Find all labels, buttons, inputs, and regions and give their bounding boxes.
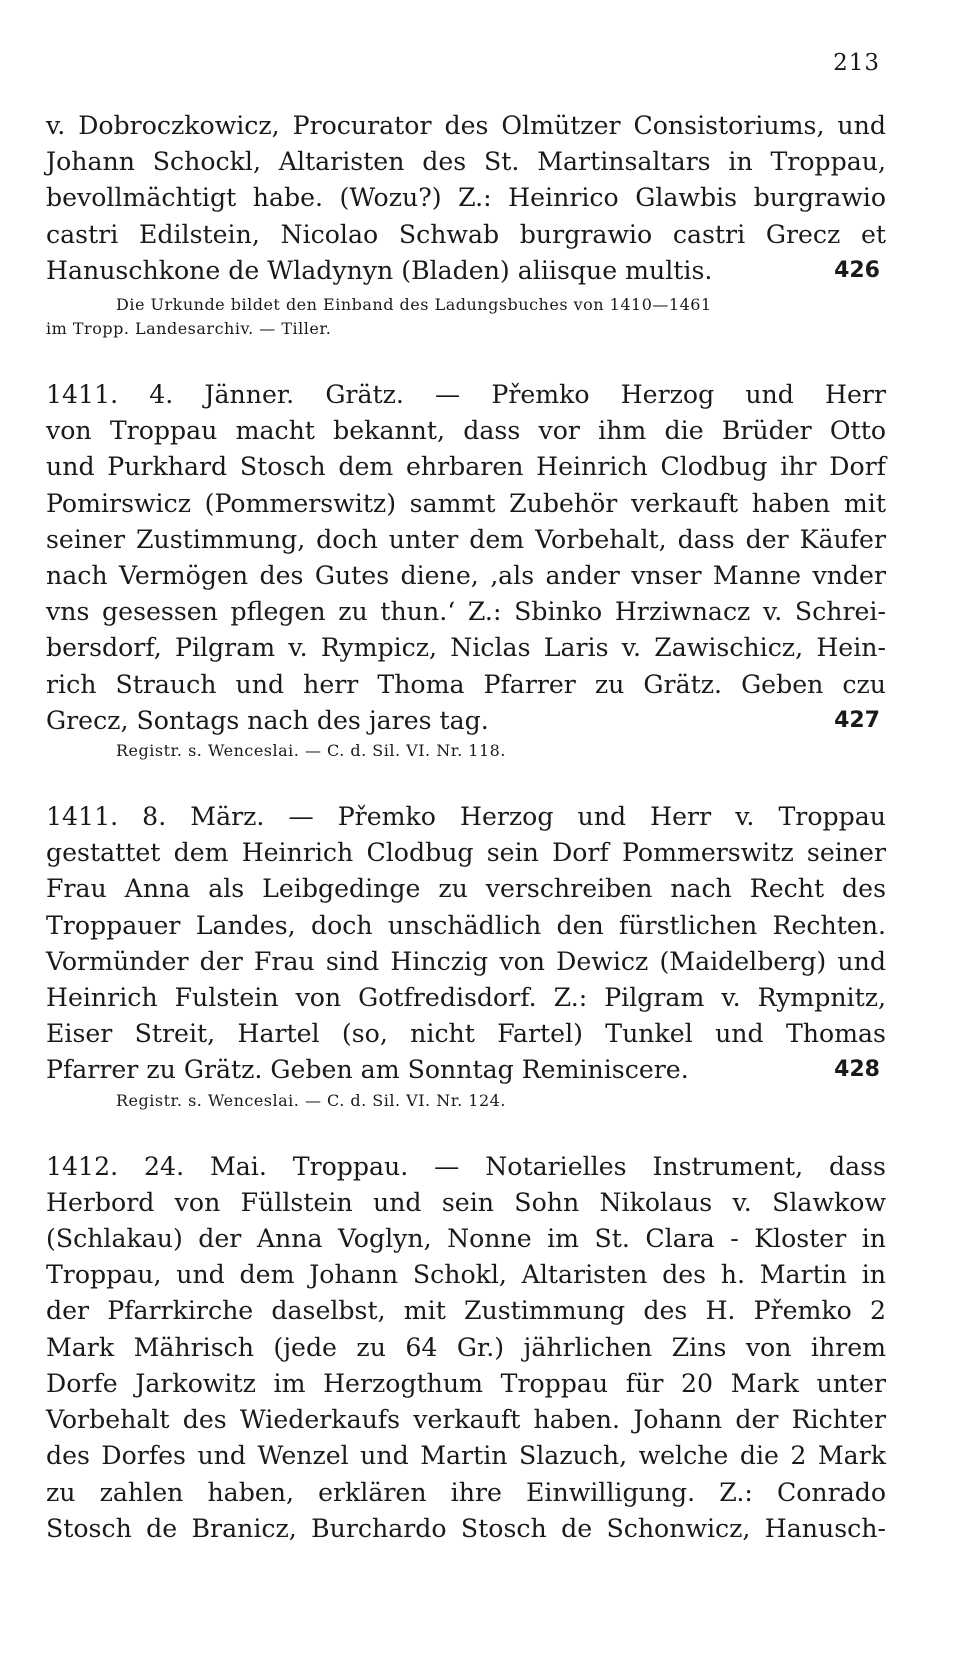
- text-line: zu zahlen haben, erklären ihre Einwilligung. Z.: Conrado: [46, 1477, 886, 1507]
- entry-number: 427: [834, 707, 880, 733]
- text-line: gestattet dem Heinrich Clodbug sein Dorf Pommerswitz seiner: [46, 838, 886, 868]
- text-line-final-text: Grecz, Sontags nach des jares tag.: [46, 705, 489, 735]
- text-line-final-text: Pfarrer zu Grätz. Geben am Sonntag Reminiscere.: [46, 1055, 689, 1085]
- text-line-final: [46, 1052, 886, 1088]
- text-line: vns gesessen pflegen zu thun.‘ Z.: Sbinko Hrziwnacz v. Schrei-: [46, 597, 886, 627]
- document-entry-426: [46, 108, 886, 289]
- text-line-final: [46, 703, 886, 739]
- text-line: Pomirswicz (Pommerswitz) sammt Zubehör verkauft haben mit: [46, 488, 886, 518]
- text-line: Heinrich Fulstein von Gotfredisdorf. Z.: Pilgram v. Rympnitz,: [46, 983, 886, 1013]
- text-line: (Schlakau) der Anna Voglyn, Nonne im St. Clara - Kloster in: [46, 1224, 886, 1254]
- text-line-final-text: Hanuschkone de Wladynyn (Bladen) aliisque multis.: [46, 255, 713, 285]
- text-line: bevollmächtigt habe. (Wozu?) Z.: Heinrico Glawbis burgrawio: [46, 183, 886, 213]
- page-content: [46, 108, 886, 1547]
- note-line: Registr. s. Wenceslai. — C. d. Sil. VI. Nr. 124.: [116, 1090, 506, 1110]
- text-line-final: [46, 253, 886, 289]
- note-line: im Tropp. Landesarchiv. — Tiller.: [46, 319, 332, 339]
- entry-number: 426: [834, 257, 880, 283]
- text-line: Troppau, und dem Johann Schokl, Altaristen des h. Martin in: [46, 1260, 886, 1290]
- document-entry-427: [46, 377, 886, 739]
- entry-number: 428: [834, 1057, 880, 1083]
- text-line: bersdorf, Pilgram v. Rympicz, Niclas Laris v. Zawischicz, Hein-: [46, 633, 886, 663]
- document-entry-428: [46, 799, 886, 1089]
- text-line: Dorfe Jarkowitz im Herzogthum Troppau für 20 Mark unter: [46, 1368, 886, 1398]
- text-line: nach Vermögen des Gutes diene, ‚als ander vnser Manne vnder: [46, 561, 886, 591]
- text-line: Eiser Streit, Hartel (so, nicht Fartel) Tunkel und Thomas: [46, 1019, 886, 1049]
- text-line: Stosch de Branicz, Burchardo Stosch de Schonwicz, Hanusch-: [46, 1513, 886, 1543]
- text-line: Vorbehalt des Wiederkaufs verkauft haben. Johann der Richter: [46, 1405, 886, 1435]
- text-line: Vormünder der Frau sind Hinczig von Dewicz (Maidelberg) und: [46, 946, 886, 976]
- text-line: der Pfarrkirche daselbst, mit Zustimmung des H. Přemko 2: [46, 1296, 886, 1326]
- text-line: Troppauer Landes, doch unschädlich den fürstlichen Rechten.: [46, 910, 886, 940]
- source-note: [46, 293, 886, 341]
- text-line: von Troppau macht bekannt, dass vor ihm die Brüder Otto: [46, 416, 886, 446]
- page-number: 213: [833, 50, 880, 76]
- spacer: [46, 341, 886, 377]
- source-note: [46, 1089, 886, 1113]
- note-line: Die Urkunde bildet den Einband des Ladungsbuches von 1410—1461: [116, 295, 712, 315]
- text-line: des Dorfes und Wenzel und Martin Slazuch, welche die 2 Mark: [46, 1441, 886, 1471]
- text-line: Frau Anna als Leibgedinge zu verschreiben nach Recht des: [46, 874, 886, 904]
- text-line: Johann Schockl, Altaristen des St. Martinsaltars in Troppau,: [46, 147, 886, 177]
- text-line: seiner Zustimmung, doch unter dem Vorbehalt, dass der Käufer: [46, 524, 886, 554]
- note-line: Registr. s. Wenceslai. — C. d. Sil. VI. Nr. 118.: [116, 741, 506, 761]
- text-line: Mark Mährisch (jede zu 64 Gr.) jährlichen Zins von ihrem: [46, 1332, 886, 1362]
- text-line: rich Strauch und herr Thoma Pfarrer zu Grätz. Geben czu: [46, 669, 886, 699]
- text-line: 1411. 4. Jänner. Grätz. — Přemko Herzog und Herr: [46, 380, 886, 410]
- source-note: [46, 739, 886, 763]
- spacer: [46, 1113, 886, 1149]
- text-line: castri Edilstein, Nicolao Schwab burgrawio castri Grecz et: [46, 219, 886, 249]
- document-entry-429: [46, 1149, 886, 1547]
- spacer: [46, 763, 886, 799]
- text-line: und Purkhard Stosch dem ehrbaren Heinrich Clodbug ihr Dorf: [46, 452, 886, 482]
- text-line: 1412. 24. Mai. Troppau. — Notarielles Instrument, dass: [46, 1151, 886, 1181]
- text-line: Herbord von Füllstein und sein Sohn Nikolaus v. Slawkow: [46, 1187, 886, 1217]
- text-line: 1411. 8. März. — Přemko Herzog und Herr v. Troppau: [46, 802, 886, 832]
- text-line: v. Dobroczkowicz, Procurator des Olmützer Consistoriums, und: [46, 111, 886, 140]
